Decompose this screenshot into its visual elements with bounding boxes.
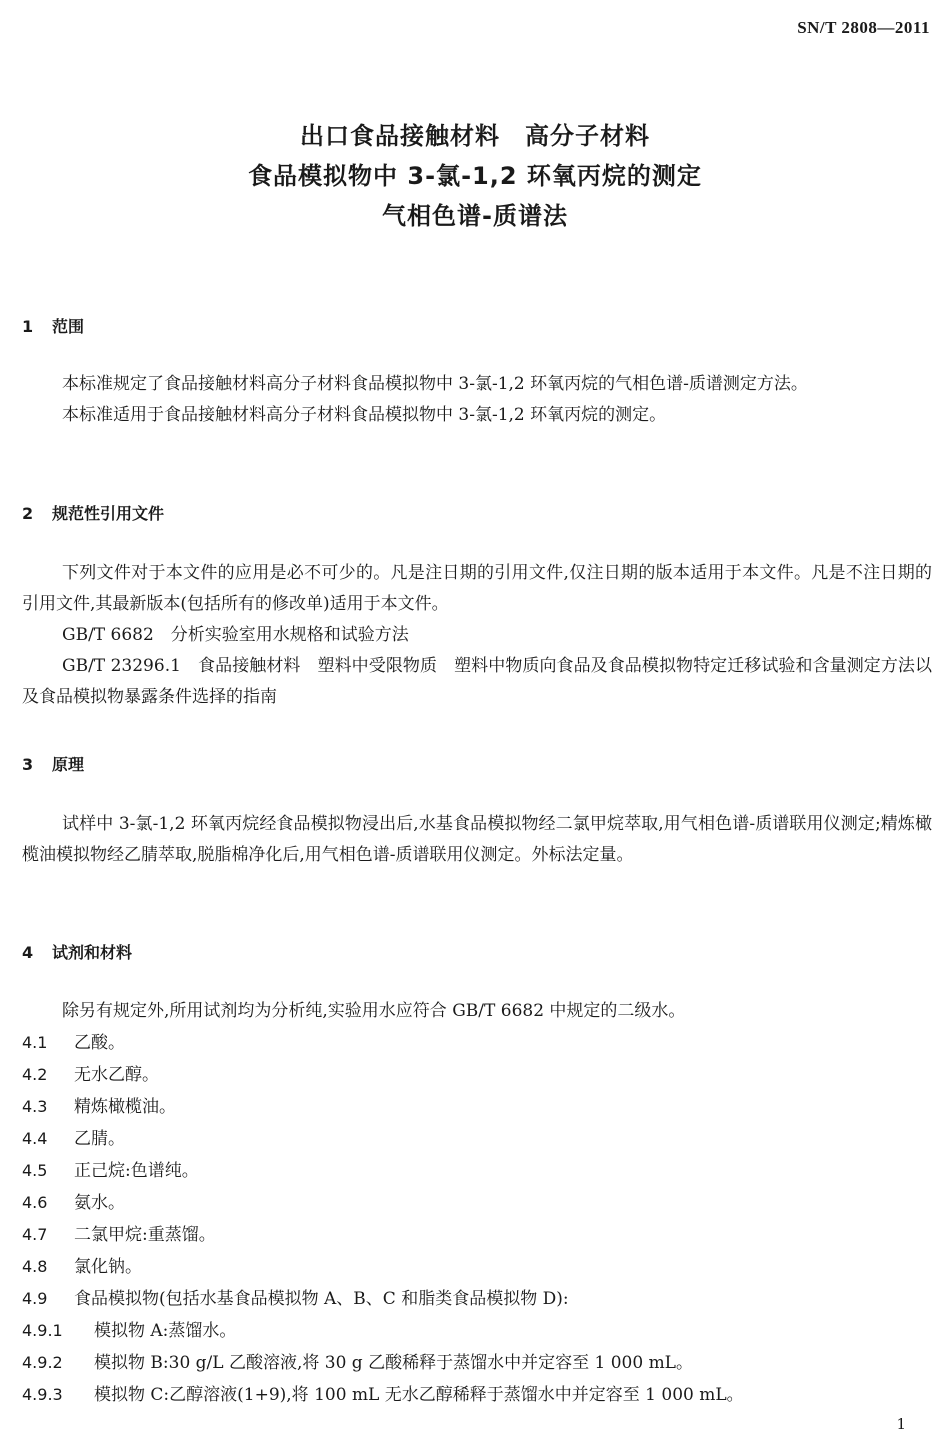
title-line-2: 食品模拟物中 3-氯-1,2 环氧丙烷的测定 <box>248 162 702 190</box>
item-text: 模拟物 A:蒸馏水。 <box>94 1321 237 1341</box>
item-number: 4.9 <box>22 1289 48 1308</box>
reagent-item <box>22 1155 932 1187</box>
reagent-item <box>22 1219 932 1251</box>
item-text: 乙酸。 <box>74 1033 125 1053</box>
section-1-body <box>22 369 932 431</box>
section-4-heading <box>22 940 932 963</box>
reagent-item <box>22 1027 932 1059</box>
item-number: 4.1 <box>22 1033 48 1052</box>
item-text: 二氯甲烷:重蒸馏。 <box>74 1225 216 1245</box>
item-number: 4.9.3 <box>22 1385 63 1404</box>
item-number: 4.9.2 <box>22 1353 63 1372</box>
section-title: 规范性引用文件 <box>52 504 165 523</box>
section-4-body <box>22 996 932 1411</box>
normative-intro: 下列文件对于本文件的应用是必不可少的。凡是注日期的引用文件,仅注日期的版本适用于本文件。凡是不注日期的引用文件,其最新版本(包括所有的修改单)适用于本文件。 <box>22 563 932 614</box>
page-number: 1 <box>896 1415 906 1433</box>
title-line-1: 出口食品接触材料 高分子材料 <box>300 122 650 150</box>
scope-paragraph-1: 本标准规定了食品接触材料高分子材料食品模拟物中 3-氯-1,2 环氧丙烷的气相色谱-质谱测定方法。 <box>62 374 808 394</box>
reagent-item <box>22 1187 932 1219</box>
reagent-subitem <box>22 1315 932 1347</box>
reagent-item <box>22 1283 932 1315</box>
title-line-3: 气相色谱-质谱法 <box>382 202 568 230</box>
reference-gbt-23296-1: GB/T 23296.1 食品接触材料 塑料中受限物质 塑料中物质向食品及食品模拟物特定迁移试验和含量测定方法以及食品模拟物暴露条件选择的指南 <box>22 656 932 707</box>
item-number: 4.8 <box>22 1257 48 1276</box>
standard-code: SN/T 2808—2011 <box>797 18 930 37</box>
reagent-item <box>22 1123 932 1155</box>
reagent-item <box>22 1091 932 1123</box>
reagent-item <box>22 1059 932 1091</box>
reagents-intro: 除另有规定外,所用试剂均为分析纯,实验用水应符合 GB/T 6682 中规定的二级水。 <box>62 1001 686 1021</box>
section-1-heading <box>22 314 932 337</box>
section-number: 3 <box>22 755 34 774</box>
item-text: 氨水。 <box>74 1193 125 1213</box>
item-text: 食品模拟物(包括水基食品模拟物 A、B、C 和脂类食品模拟物 D): <box>74 1289 569 1309</box>
reagent-item <box>22 1251 932 1283</box>
item-number: 4.2 <box>22 1065 48 1084</box>
section-title: 范围 <box>52 317 85 336</box>
item-text: 精炼橄榄油。 <box>74 1097 176 1117</box>
item-number: 4.9.1 <box>22 1321 63 1340</box>
item-number: 4.7 <box>22 1225 48 1244</box>
section-number: 4 <box>22 943 34 962</box>
item-text: 乙腈。 <box>74 1129 125 1149</box>
item-number: 4.6 <box>22 1193 48 1212</box>
section-2-body <box>22 558 932 713</box>
section-3-heading <box>22 752 932 775</box>
section-number: 1 <box>22 317 34 336</box>
section-3-body <box>22 809 932 871</box>
section-number: 2 <box>22 504 34 523</box>
scope-paragraph-2: 本标准适用于食品接触材料高分子材料食品模拟物中 3-氯-1,2 环氧丙烷的测定。 <box>62 405 667 425</box>
section-title: 原理 <box>52 755 85 774</box>
item-number: 4.4 <box>22 1129 48 1148</box>
principle-text: 试样中 3-氯-1,2 环氧丙烷经食品模拟物浸出后,水基食品模拟物经二氯甲烷萃取,用气相色谱-质谱联用仪测定;精炼橄榄油模拟物经乙腈萃取,脱脂棉净化后,用气相色谱-质谱联用仪测定。外标法定量。 <box>22 814 932 865</box>
document-title <box>0 116 950 236</box>
item-number: 4.5 <box>22 1161 48 1180</box>
item-text: 模拟物 C:乙醇溶液(1+9),将 100 mL 无水乙醇稀释于蒸馏水中并定容至 1 000 mL。 <box>94 1385 744 1405</box>
section-2-heading <box>22 501 932 524</box>
reference-gbt-6682: GB/T 6682 分析实验室用水规格和试验方法 <box>62 625 409 645</box>
item-text: 模拟物 B:30 g/L 乙酸溶液,将 30 g 乙酸稀释于蒸馏水中并定容至 1 000 mL。 <box>94 1353 693 1373</box>
reagent-subitem <box>22 1379 932 1411</box>
item-text: 无水乙醇。 <box>74 1065 159 1085</box>
reagent-subitem <box>22 1347 932 1379</box>
item-text: 正己烷:色谱纯。 <box>74 1161 199 1181</box>
item-text: 氯化钠。 <box>74 1257 142 1277</box>
section-title: 试剂和材料 <box>52 943 133 962</box>
item-number: 4.3 <box>22 1097 48 1116</box>
